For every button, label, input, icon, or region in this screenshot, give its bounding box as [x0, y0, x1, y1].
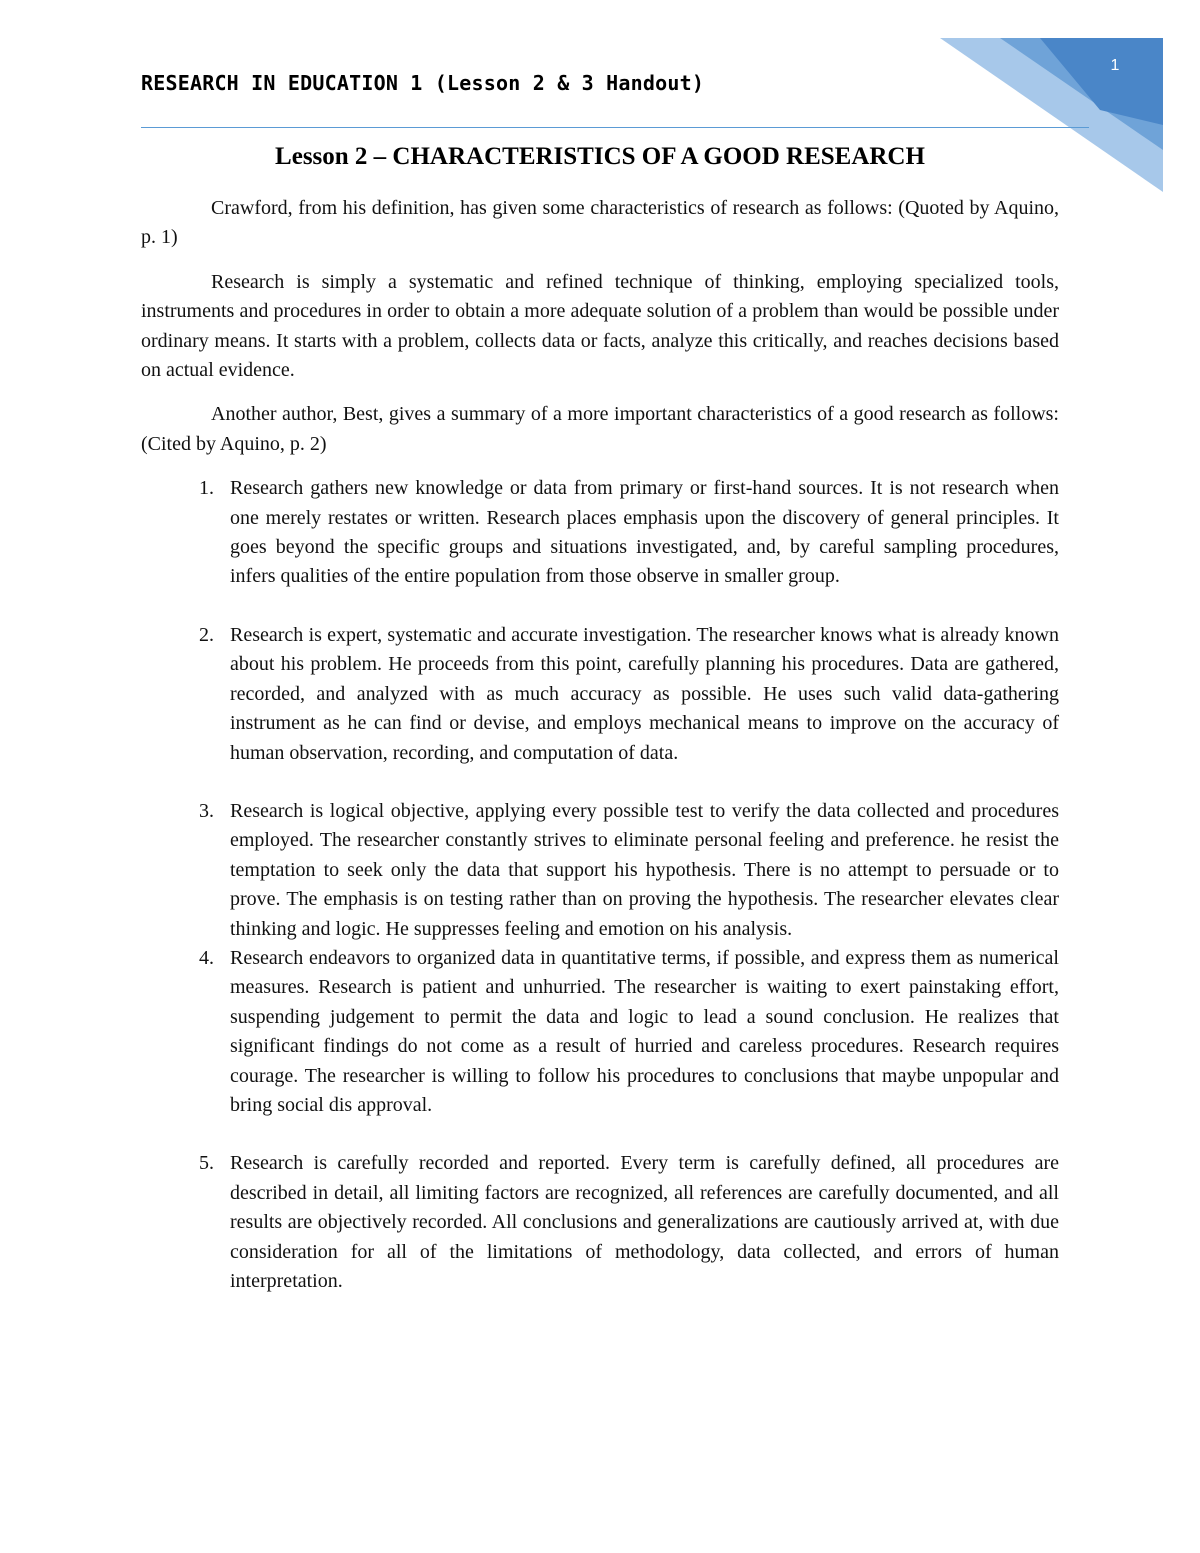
paragraph-best: Another author, Best, gives a summary of a more important characteristics of a good research as follows: (Cited by Aquino, p. 2)	[141, 403, 1059, 455]
list-item-number: 5.	[199, 1152, 214, 1175]
list-item	[141, 797, 1059, 944]
lesson-content	[141, 140, 1059, 1296]
header-rule	[141, 127, 1089, 128]
paragraph-crawford: Crawford, from his definition, has given some characteristics of research as follows: (Quoted by Aquino, p. 1)	[141, 197, 1059, 249]
list-item-text: Research endeavors to organized data in quantitative terms, if possible, and express them as numerical measures. Research is patient and unhurried. The researcher is waiting to exert painstaking effort, suspending judgement to permit the data and logic to lead a sound conclusion. He realizes that significant findings do not come as a result of hurried and careless procedures. Research requires courage. The researcher is willing to follow his procedures to conclusions that maybe unpopular and bring social dis approval.	[230, 946, 1059, 1116]
list-item-text: Research gathers new knowledge or data from primary or first-hand sources. It is not research when one merely restates or written. Research places emphasis upon the discovery of general principles. It goes beyond the specific groups and situations investigated, and, by careful sampling procedures, infers qualities of the entire population from those observe in smaller group.	[230, 477, 1059, 588]
header-title: RESEARCH IN EDUCATION 1 (Lesson 2 & 3 Handout)	[141, 71, 705, 95]
list-item	[141, 474, 1059, 592]
list-item-number: 4.	[199, 946, 214, 969]
list-item-number: 2.	[199, 623, 214, 646]
list-item	[141, 621, 1059, 768]
characteristics-list	[141, 474, 1059, 1296]
list-item-number: 3.	[199, 799, 214, 822]
list-item-text: Research is logical objective, applying every possible test to verify the data collected and procedures employed. The researcher constantly strives to eliminate personal feeling and preference. he resist the temptation to seek only the data that support his hypothesis. There is no attempt to persuade or to prove. The emphasis is on testing rather than on proving the hypothesis. The researcher elevates clear thinking and logic. He suppresses feeling and emotion on his analysis.	[230, 799, 1059, 940]
page-number: 1	[1110, 57, 1120, 74]
paragraph-definition: Research is simply a systematic and refined technique of thinking, employing specialized tools, instruments and procedures in order to obtain a more adequate solution of a problem than would be possible under ordinary means. It starts with a problem, collects data or facts, analyze this critically, and reaches decisions based on actual evidence.	[141, 270, 1059, 382]
lesson-title: Lesson 2 – CHARACTERISTICS OF A GOOD RESEARCH	[275, 143, 925, 170]
list-item-number: 1.	[199, 477, 214, 500]
list-item-text: Research is expert, systematic and accurate investigation. The researcher knows what is already known about his problem. He proceeds from this point, carefully planning his procedures. Data are gathered, recorded, and analyzed with as much accuracy as possible. He uses such valid data-gathering instrument as he can find or devise, and employs mechanical means to improve on the accuracy of human observation, recording, and computation of data.	[230, 623, 1059, 764]
list-item-text: Research is carefully recorded and reported. Every term is carefully defined, all procedures are described in detail, all limiting factors are recognized, all references are carefully documented, and all results are objectively recorded. All conclusions and generalizations are cautiously arrived at, with due consideration for all of the limitations of methodology, data collected, and errors of human interpretation.	[230, 1152, 1059, 1292]
list-item	[141, 1149, 1059, 1296]
list-item	[141, 944, 1059, 1120]
